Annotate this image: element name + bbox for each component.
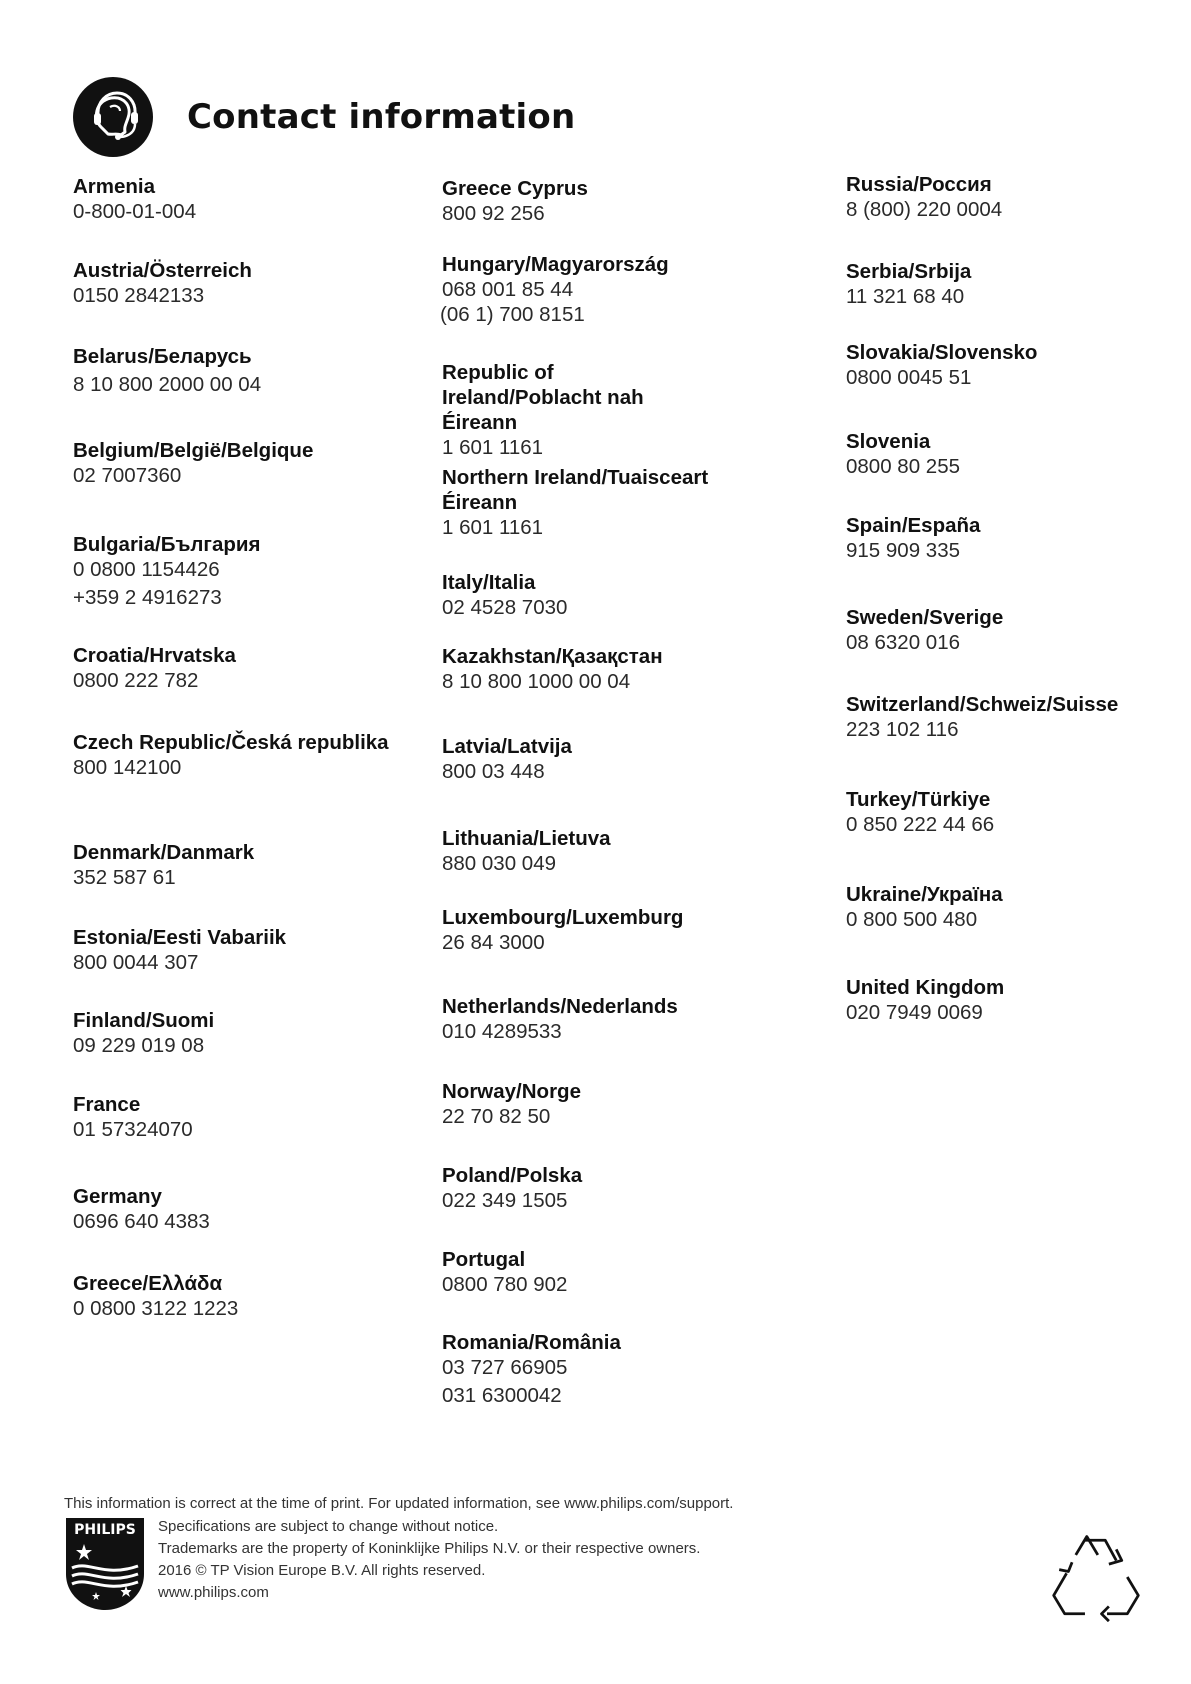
- contact-entry: [442, 1079, 581, 1129]
- phone-number: 11 321 68 40: [846, 285, 965, 308]
- headset-support-icon: [73, 77, 153, 157]
- fine-print-line: Trademarks are the property of Koninklijke Philips N.V. or their respective owners.: [158, 1540, 701, 1557]
- contact-entry: [846, 513, 980, 563]
- contact-entry: [846, 429, 960, 479]
- contact-entry: [846, 692, 1118, 742]
- phone-number: 22 70 82 50: [442, 1105, 551, 1128]
- phone-number: 8 10 800 1000 00 04: [442, 670, 631, 693]
- country-name: Kazakhstan/Қазақстан: [442, 645, 663, 668]
- phone-number: 0800 80 255: [846, 455, 961, 478]
- country-name: Czech Republic/Česká republika: [73, 731, 389, 754]
- contact-entry: [73, 258, 252, 308]
- country-name: Lithuania/Lietuva: [442, 827, 611, 850]
- contact-entry: [442, 644, 663, 694]
- country-name: Estonia/Eesti Vabariik: [73, 926, 287, 949]
- country-name: Latvia/Latvija: [442, 735, 572, 758]
- contact-entry: [73, 1184, 210, 1234]
- country-name: Switzerland/Schweiz/Suisse: [846, 693, 1119, 716]
- phone-number: 800 142100: [73, 756, 182, 779]
- country-name: Armenia: [73, 175, 156, 198]
- phone-number: 0-800-01-004: [73, 200, 197, 223]
- country-name: Croatia/Hrvatska: [73, 644, 236, 667]
- country-name: Hungary/Magyarország: [442, 253, 669, 276]
- phone-number: (06 1) 700 8151: [440, 303, 585, 326]
- country-name: Turkey/Türkiye: [846, 788, 991, 811]
- fine-print: [158, 1516, 700, 1612]
- phone-number: 022 349 1505: [442, 1189, 568, 1212]
- phone-number: 0800 780 902: [442, 1273, 568, 1296]
- contact-entry: [73, 532, 260, 610]
- contact-entry: [442, 1247, 567, 1297]
- website-link[interactable]: www.philips.com: [158, 1584, 269, 1601]
- country-name: Denmark/Danmark: [73, 841, 255, 864]
- country-name: Luxembourg/Luxemburg: [442, 906, 684, 929]
- phone-number: 8 (800) 220 0004: [846, 198, 1003, 221]
- country-name: Serbia/Srbija: [846, 260, 972, 283]
- phone-number: 0 0800 3122 1223: [73, 1297, 239, 1320]
- fine-print-line: 2016 © TP Vision Europe B.V. All rights reserved.: [158, 1562, 486, 1579]
- phone-number: 0 800 500 480: [846, 908, 978, 931]
- contact-entry: [442, 360, 712, 460]
- country-name: Norway/Norge: [442, 1080, 581, 1103]
- contact-entry: [442, 905, 683, 955]
- brand-block: [64, 1516, 884, 1612]
- page-title: Contact information: [187, 97, 576, 137]
- phone-number: 0800 222 782: [73, 669, 199, 692]
- phone-number: 0 850 222 44 66: [846, 813, 995, 836]
- country-name: Bulgaria/България: [73, 533, 261, 556]
- contact-entry: [846, 340, 1037, 390]
- country-name: Belgium/België/Belgique: [73, 439, 314, 462]
- page-footer: [64, 1495, 884, 1612]
- country-name: Republic of Ireland/Poblacht nah Éireann: [442, 361, 644, 434]
- phone-number: 02 7007360: [73, 464, 182, 487]
- phone-number: 26 84 3000: [442, 931, 545, 954]
- phone-number: 0800 0045 51: [846, 366, 972, 389]
- contact-entry: [73, 643, 236, 693]
- contact-entry: [846, 882, 1003, 932]
- contact-entry: [73, 925, 286, 975]
- contact-entry: [442, 1330, 621, 1408]
- phone-number: 01 57324070: [73, 1118, 193, 1141]
- contact-entry: [73, 438, 313, 488]
- phone-number: 020 7949 0069: [846, 1001, 983, 1024]
- contact-entry: [442, 994, 678, 1044]
- country-name: Portugal: [442, 1248, 526, 1271]
- country-name: Greece/Ελλάδα: [73, 1272, 223, 1295]
- country-name: Slovakia/Slovensko: [846, 341, 1038, 364]
- contact-entry: [442, 1163, 582, 1213]
- country-name: Netherlands/Nederlands: [442, 995, 678, 1018]
- phone-number: 1 601 1161: [442, 436, 544, 459]
- contact-entry: [442, 176, 588, 226]
- contact-entry: [442, 465, 712, 540]
- phone-number: +359 2 4916273: [73, 586, 222, 609]
- country-name: Belarus/Беларусь: [73, 345, 252, 368]
- phone-number: 0696 640 4383: [73, 1210, 210, 1233]
- phone-number: 880 030 049: [442, 852, 557, 875]
- phone-number: 010 4289533: [442, 1020, 562, 1043]
- phone-number: 352 587 61: [73, 866, 176, 889]
- phone-number: 08 6320 016: [846, 631, 961, 654]
- contact-entry: [846, 605, 1003, 655]
- contact-entry: [846, 975, 1004, 1025]
- phone-number: 1 601 1161: [442, 516, 544, 539]
- contact-entry: [73, 344, 261, 397]
- contact-entry: [442, 570, 567, 620]
- country-name: Northern Ireland/Tuaisceart Éireann: [442, 466, 709, 514]
- phone-number: 800 92 256: [442, 202, 545, 225]
- recycle-icon: [1050, 1532, 1142, 1622]
- brand-name: PHILIPS: [74, 1522, 136, 1538]
- phone-number: 915 909 335: [846, 539, 961, 562]
- phone-number: 800 0044 307: [73, 951, 199, 974]
- country-name: Finland/Suomi: [73, 1009, 215, 1032]
- phone-number: 068 001 85 44: [442, 278, 574, 301]
- contact-entry: [73, 730, 403, 780]
- contact-entry: [846, 259, 971, 309]
- country-name: Germany: [73, 1185, 162, 1208]
- country-name: Austria/Österreich: [73, 259, 252, 282]
- country-name: Slovenia: [846, 430, 931, 453]
- country-name: Romania/România: [442, 1331, 621, 1354]
- country-name: Poland/Polska: [442, 1164, 583, 1187]
- contact-entry: [73, 1271, 238, 1321]
- country-name: Russia/Россия: [846, 173, 992, 196]
- update-note: This information is correct at the time of print. For updated information, see www.philips.com/support.: [64, 1495, 734, 1512]
- contact-entry: [73, 1092, 193, 1142]
- phone-number: 800 03 448: [442, 760, 545, 783]
- contact-entry: [846, 787, 994, 837]
- phone-number: 0 0800 1154426: [73, 558, 220, 581]
- contact-entry: [73, 174, 196, 224]
- country-name: France: [73, 1093, 141, 1116]
- phone-number: 031 6300042: [442, 1384, 562, 1407]
- fine-print-line: Specifications are subject to change without notice.: [158, 1518, 499, 1535]
- phone-number: 8 10 800 2000 00 04: [73, 373, 262, 396]
- phone-number: 223 102 116: [846, 718, 959, 741]
- contact-entry: [73, 1008, 214, 1058]
- country-name: United Kingdom: [846, 976, 1005, 999]
- contact-entry: [442, 252, 669, 327]
- contact-entry: [846, 172, 1002, 222]
- country-name: Italy/Italia: [442, 571, 536, 594]
- phone-number: 02 4528 7030: [442, 596, 568, 619]
- page-header: [73, 77, 575, 157]
- contact-entry: [73, 840, 254, 890]
- contact-entry: [442, 734, 572, 784]
- phone-number: 09 229 019 08: [73, 1034, 205, 1057]
- phone-number: 0150 2842133: [73, 284, 205, 307]
- country-name: Sweden/Sverige: [846, 606, 1004, 629]
- country-name: Greece Cyprus: [442, 177, 588, 200]
- contact-entry: [442, 826, 611, 876]
- philips-shield-logo: [64, 1516, 146, 1612]
- phone-number: 03 727 66905: [442, 1356, 568, 1379]
- country-name: Ukraine/Україна: [846, 883, 1003, 906]
- country-name: Spain/España: [846, 514, 981, 537]
